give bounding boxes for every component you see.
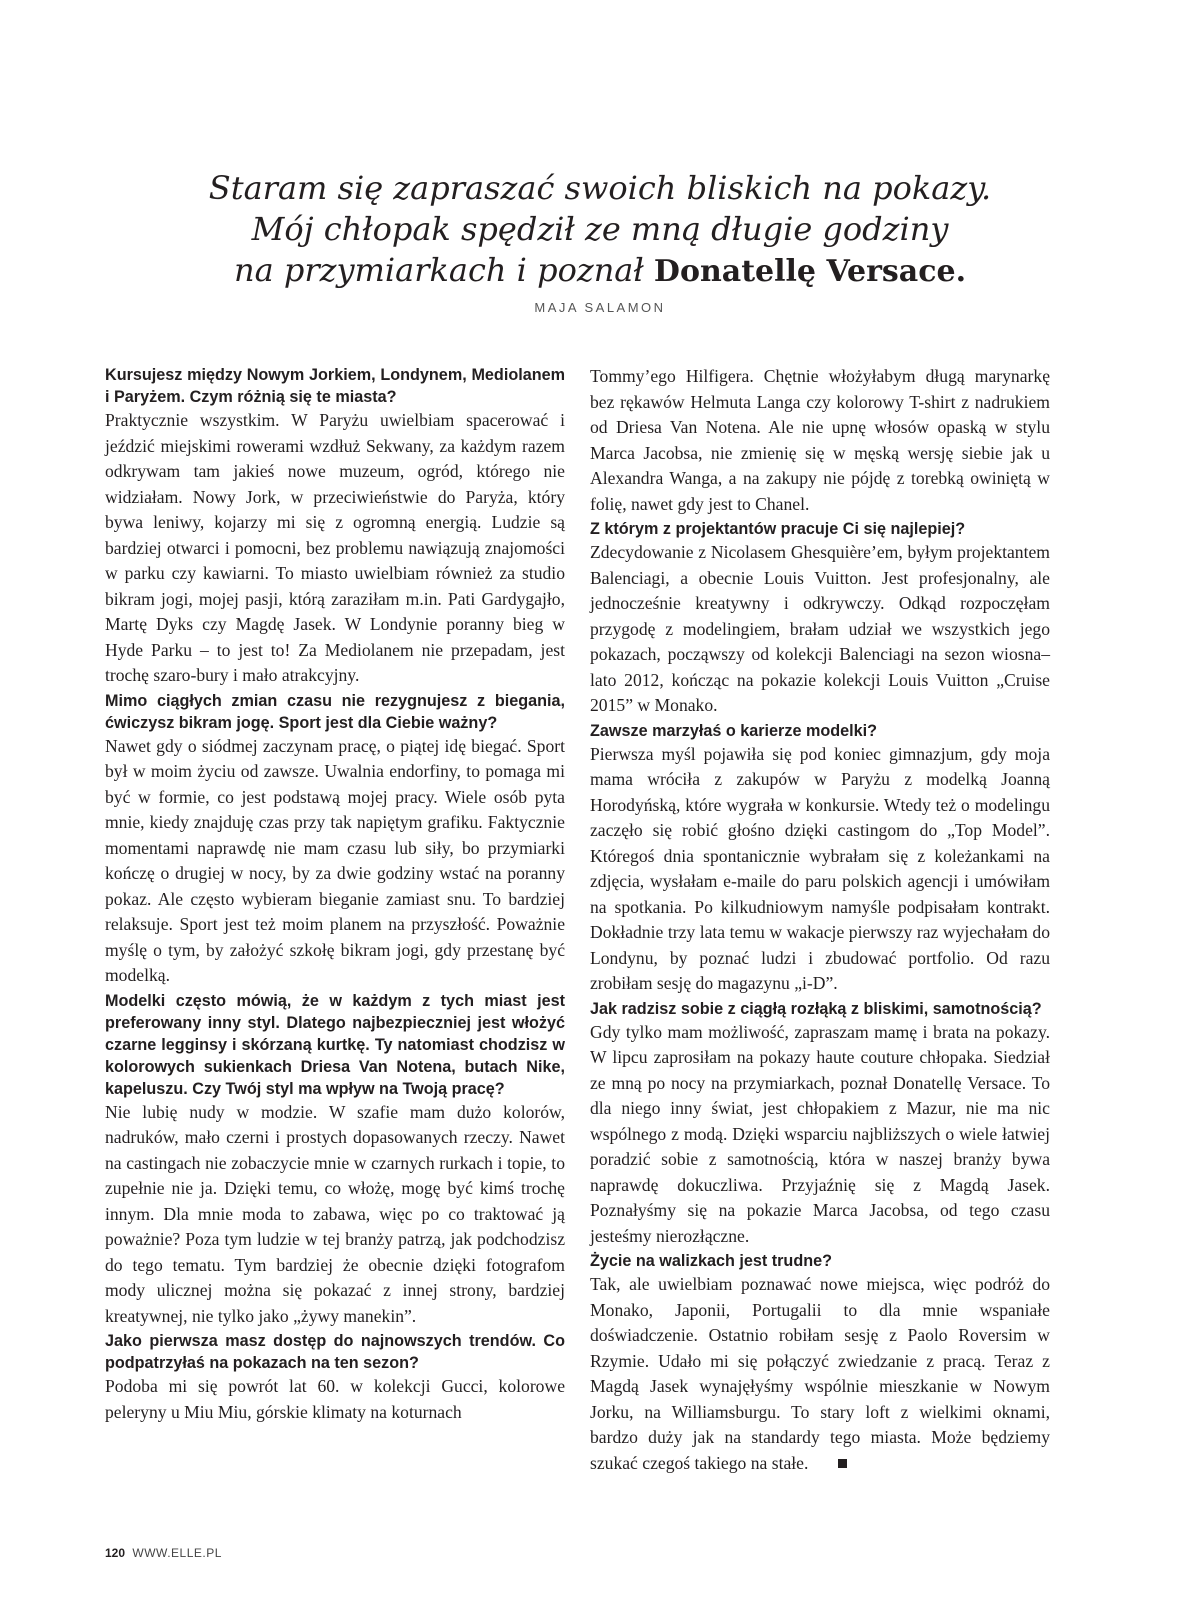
left-column [105,364,565,1426]
interview-question [590,998,1050,1020]
interview-answer [105,1374,565,1425]
paragraph-text: Nie lubię nudy w modzie. W szafie mam dużo kolorów, nadruków, mało czerni i prostych dopasowanych rzeczy. Nawet na castingach nie zobaczycie mnie w czarnych rurkach i topie, to zupełnie nie ja. Dzięki temu, co włożę, mogę być kimś trochę innym. Dla mnie moda to zabawa, więc po co traktować ją poważnie? Poza tym ludzie w tej branży patrzą, jak podchodzisz do tego tematu. Tym bardziej że obecnie dzięki fotografom mody ulicznej można się pokazać z innej strony, bardziej kreatywnej, nie tylko jako „żywy manekin”. [105,1101,565,1326]
interview-question [105,364,565,408]
interview-question [590,518,1050,540]
paragraph-text: Tak, ale uwielbiam poznawać nowe miejsca, więc podróż do Monako, Japonii, Portugalii to dla mnie wspaniałe doświadczenie. Ostatnio robiłam sesję z Paolo Roversim w Rzymie. Udało mi się połączyć zwiedzanie z pracą. Teraz z Magdą Jasek wynajęłyśmy wspólnie mieszkanie w Nowym Jorku, na Williamsburgu. To stary loft z wielkimi oknami, bardzo duży jak na standardy tego miasta. Może będziemy szukać czegoś takiego na stałe. [590,1274,1050,1473]
interview-question [105,1330,565,1374]
paragraph-text: Nawet gdy o siódmej zaczynam pracę, o piątej idę biegać. Sport był w moim życiu od zawsze. Uwalnia endorfiny, to pomaga mi być w formie, co jest podstawą mojej pracy. Wiele osób pyta mnie, kiedy znajduję czas przy tak napiętym grafiku. Faktycznie momentami naprawdę nie mam czasu lub siły, bo przymiarki kończę o drugiej w nocy, by za dwie godziny wstać na poranny pokaz. Ale często wybieram bieganie zamiast snu. To bardziej relaksuje. Sport jest też moim planem na przyszłość. Poważnie myślę o tym, by założyć szkołę bikram jogi, gdy przestanę być modelką. [105,735,565,985]
paragraph-text: Z którym z projektantów pracuje Ci się najlepiej? [590,520,966,538]
interview-answer [590,540,1050,719]
paragraph-text: Pierwsza myśl pojawiła się pod koniec gimnazjum, gdy moja mama wróciła z zakupów w Paryżu z modelką Joanną Horodyńską, które wygrała w konkursie. Wtedy też o modelingu zaczęło się robić głośno dzięki castingom do „Top Model”. Któregoś dnia spontanicznie wybrałam się z koleżankami na zdjęcia, wysłałam e-maile do paru polskich agencji i umówiłam na spotkania. Po kilkudniowym namyśle podpisałam kontrakt. Dokładnie trzy lata temu w wakacje pierwszy raz wyjechałam do Londynu, by poznać ludzi i zbudować portfolio. Od razu zrobiłam sesję do magazynu „i-D”. [590,743,1050,993]
pull-quote [100,168,1100,292]
paragraph-text: Tommy’ego Hilfigera. Chętnie włożyłabym długą marynarkę bez rękawów Helmuta Langa czy kolorowy T-shirt z nadrukiem od Driesa Van Notena. Ale nie upnę włosów opaską w stylu Marca Jacobsa, nie zmienię się w męską wersję siebie jak u Alexandra Wanga, a na zakupy nie pójdę z torebką owiniętą w folię, nawet gdy jest to Chanel. [590,366,1050,514]
paragraph-text: Jako pierwsza masz dostęp do najnowszych trendów. Co podpatrzyłaś na pokazach na ten sezon? [105,1332,565,1372]
page-number: 120 [105,1546,126,1560]
interview-answer [105,408,565,689]
pull-quote-line-3-plain: na przymiarkach i poznał [233,251,654,289]
paragraph-text: Jak radzisz sobie z ciągłą rozłąką z bliskimi, samotnością? [590,999,1042,1018]
interview-question [590,1250,1050,1272]
website-link[interactable]: WWW.ELLE.PL [132,1546,222,1560]
interview-question [105,690,565,734]
interview-answer [590,742,1050,997]
paragraph-text: Życie na walizkach jest trudne? [590,1252,832,1270]
pull-quote-line-1: Staram się zapraszać swoich bliskich na pokazy. [208,169,992,207]
quote-author: MAJA SALAMON [534,300,666,315]
pull-quote-line-3-bold: Donatellę Versace. [653,254,967,289]
paragraph-text: Podoba mi się powrót lat 60. w kolekcji Gucci, kolorowe peleryny u Miu Miu, górskie klimaty na koturnach [105,1376,565,1422]
interview-answer [105,734,565,989]
pull-quote-line-2: Mój chłopak spędził ze mną długie godziny [251,210,949,248]
paragraph-text: Zawsze marzyłaś o karierze modelki? [590,721,878,740]
paragraph-text: Praktycznie wszystkim. W Paryżu uwielbiam spacerować i jeździć miejskimi rowerami wzdłuż Sekwany, za każdym razem odkrywam tam jakieś nowe muzeum, ogród, którego nie widziałam. Nowy Jork, w przeciwieństwie do Paryża, który bywa leniwy, kojarzy mi się z ogromną energią. Ludzie są bardziej otwarci i pomocni, bez problemu nawiązują znajomości w parku czy kawiarni. To miasto uwielbiam również za studio bikram jogi, mojej pasji, którą zaraziłam m.in. Pati Gardygajło, Martę Dyks czy Magdę Jasek. W Londynie poranny bieg w Hyde Parku – to jest to! Za Mediolanem nie przepadam, jest trochę szaro-bury i mało atrakcyjny. [105,410,565,685]
paragraph-text: Mimo ciągłych zmian czasu nie rezygnujesz z biegania, ćwiczysz bikram jogę. Sport jest dla Ciebie ważny? [105,691,565,732]
interview-answer [590,364,1050,517]
page-footer [105,1546,222,1560]
paragraph-text: Gdy tylko mam możliwość, zapraszam mamę i brata na pokazy. W lipcu zaprosiłam na pokazy haute couture chłopaka. Siedział ze mną po nocy na przymiarkach, poznał Donatellę Versace. To dla niego inny świat, jest chłopakiem z Mazur, nie ma nic wspólnego z modą. Dzięki wsparciu najbliższych o wiele łatwiej poradzić sobie z samotnością, która w naszej branży bywa naprawdę dokuczliwa. Przyjaźnię się z Magdą Jasek. Poznałyśmy się na pokazie Marca Jacobsa, od tego czasu jesteśmy nierozłączne. [590,1021,1050,1246]
interview-question [105,990,565,1100]
paragraph-text: Modelki często mówią, że w każdym z tych miast jest preferowany inny styl. Dlatego najbezpieczniej jest włożyć czarne legginsy i skórzaną kurtkę. Ty natomiast chodzisz w kolorowych sukienkach Driesa Van Notena, butach Nike, kapeluszu. Czy Twój styl ma wpływ na Twoją pracę? [105,991,565,1098]
right-column [590,364,1050,1477]
paragraph-text: Kursujesz między Nowym Jorkiem, Londynem, Mediolanem i Paryżem. Czym różnią się te miasta? [105,366,565,406]
end-of-article-square-icon [838,1459,847,1468]
interview-answer [590,1272,1050,1476]
paragraph-text: Zdecydowanie z Nicolasem Ghesquière’em, byłym projektantem Balenciagi, a obecnie Louis Vuitton. Jest profesjonalny, ale jednocześnie kreatywny i odkrywczy. Odkąd rozpoczęłam przygodę z modelingiem, brałam udział we wszystkich jego pokazach, począwszy od kolekcji Balenciagi na sezon wiosna–lato 2012, kończąc na pokazie kolekcji Louis Vuitton „Cruise 2015” w Monako. [590,542,1050,715]
interview-question [590,720,1050,742]
interview-answer [590,1020,1050,1250]
pull-quote-line-3 [100,250,1100,292]
interview-answer [105,1100,565,1330]
